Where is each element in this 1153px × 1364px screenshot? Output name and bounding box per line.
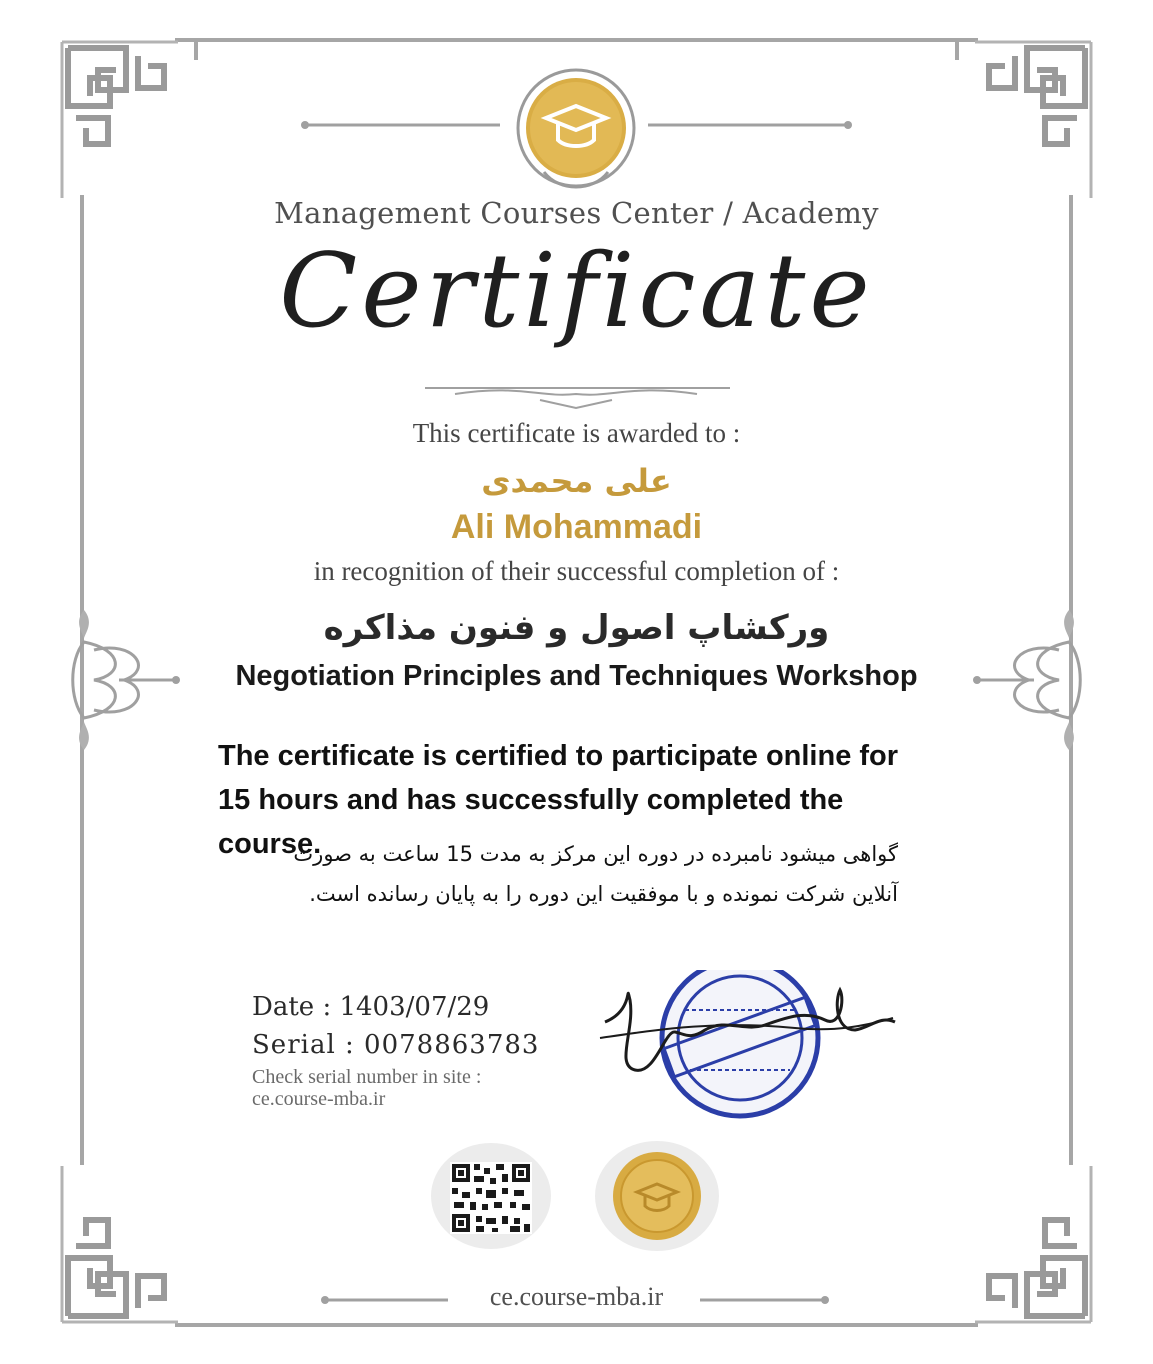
course-name-en: Negotiation Principles and Techniques Workshop: [235, 660, 918, 692]
recognition-label: in recognition of their successful completion of :: [313, 556, 840, 586]
top-medallion: [504, 68, 648, 196]
recipient-name-en: Ali Mohammadi: [450, 508, 703, 546]
course-name-fa: ورکشاپ اصول و فنون مذاکره: [323, 608, 830, 648]
academy-name: Management Courses Center / Academy: [274, 196, 879, 230]
qr-code-icon[interactable]: [430, 1142, 552, 1250]
website-url[interactable]: ce.course-mba.ir: [489, 1282, 664, 1311]
check-serial-note: Check serial number in site : ce.course-mba.ir: [252, 1066, 482, 1110]
stamp: [662, 970, 818, 1116]
signature-stamp: [595, 970, 905, 1130]
statement-en: The certificate is certified to participate online for 15 hours and has successfully completed the course.: [218, 740, 899, 860]
statement-fa: گواهی میشود نامبرده در دوره این مرکز به مدت 15 ساعت به صورت آنلاین شرکت نمونده و با موفقیت این دوره را به پایان رسانده است.: [293, 842, 898, 906]
recipient-name-fa: علی محمدی: [481, 462, 672, 500]
awarded-to-label: This certificate is awarded to :: [412, 418, 741, 448]
serial-number: Serial : 0078863783: [252, 1030, 540, 1060]
certificate-title: Certificate: [279, 232, 874, 351]
issue-date: Date : 1403/07/29: [252, 992, 490, 1022]
gold-seal-icon: [594, 1140, 720, 1252]
